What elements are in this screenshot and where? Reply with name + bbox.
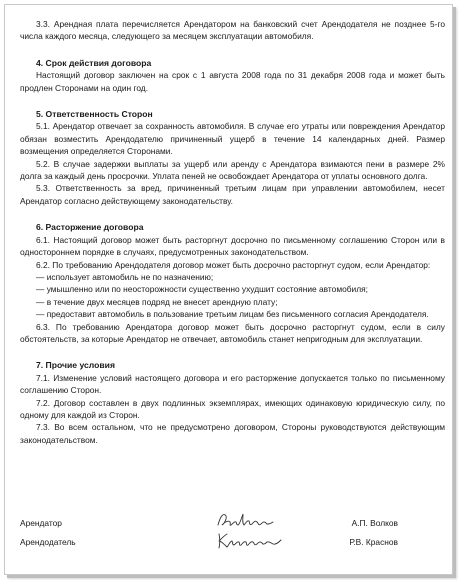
clause-5-2: 5.2. В случае задержки выплаты за ущерб или аренду с Арендатора взимаются пени в размере 2% долга за каждый день просрочки. Уплата пеней не освобождает Арендатора от уплаты основного долга.	[20, 158, 445, 182]
tenant-role: Арендатор	[20, 518, 62, 528]
clause-7-3: 7.3. Во всем остальном, что не предусмотрено договором, Стороны руководствуются действующим законодательством.	[20, 422, 445, 445]
clause-7-1: 7.1. Изменение условий настоящего договора и его расторжение допускается только по письменному соглашению Сторон.	[20, 372, 445, 396]
clause-6-1: 6.1. Настоящий договор может быть расторгнут досрочно по письменному соглашению Сторон или в одностороннем порядке в случаях, предусмотренных законодательством.	[20, 234, 445, 258]
section-5-title: 5. Ответственность Сторон	[36, 109, 153, 120]
clause-6-2: 6.2. По требованию Арендодателя договор может быть досрочно расторгнут судом, если Арендатор:	[36, 259, 431, 270]
document-page	[4, 4, 453, 575]
clause-5-3: 5.3. Ответственность за вред, причиненный третьим лицам при управлении автомобилем, несет Арендатор согласно действующему законодательству.	[20, 183, 445, 206]
signature-block	[20, 514, 445, 554]
clause-6-2-item: — в течение двух месяцев подряд не внесет арендную плату;	[36, 296, 278, 307]
section-7-title: 7. Прочие условия	[36, 360, 115, 371]
clause-7-2: 7.2. Договор составлен в двух подлинных экземплярах, имеющих одинаковую юридическую силу, по одному для каждой из Сторон.	[20, 397, 445, 420]
landlord-role: Арендодатель	[20, 537, 76, 547]
section-4-title: 4. Срок действия договора	[36, 57, 152, 68]
clause-5-1: 5.1. Арендатор отвечает за сохранность автомобиля. В случае его утраты или повреждения Арендатор обязан возместить Арендодателю причиненный ущерб в течение 14 календарных дней. Размер возмещения определяется Сторонами.	[20, 121, 445, 157]
clause-4-text: Настоящий договор заключен на срок с 1 августа 2008 года по 31 декабря 2008 года и может быть продлен Сторонами на один год.	[20, 70, 445, 93]
landlord-signature-row	[20, 533, 445, 552]
tenant-name: А.П. Волков	[351, 518, 398, 528]
contract-text	[20, 18, 445, 446]
clause-6-2-item: — предоставит автомобиль в пользование третьим лицам без письменного согласия Арендодателя.	[36, 309, 429, 320]
clause-3-3: 3.3. Арендная плата перечисляется Арендатором на банковский счет Арендодателя не позднее 5-го числа каждого месяца, следующего за месяцем эксплуатации автомобиля.	[20, 19, 445, 42]
clause-6-2-item: — умышленно или по неосторожности существенно ухудшит состояние автомобиля;	[36, 284, 368, 295]
clause-6-3: 6.3. По требованию Арендатора договор может быть досрочно расторгнут судом, если в силу обстоятельств, за которые Арендатор не отвечает, автомобиль станет непригодным для эксплуатации.	[20, 321, 445, 344]
clause-6-2-item: — использует автомобиль не по назначению;	[36, 271, 214, 282]
landlord-name: Р.В. Краснов	[349, 537, 398, 547]
section-6-title: 6. Расторжение договора	[36, 222, 144, 233]
landlord-signature-icon	[215, 529, 285, 551]
